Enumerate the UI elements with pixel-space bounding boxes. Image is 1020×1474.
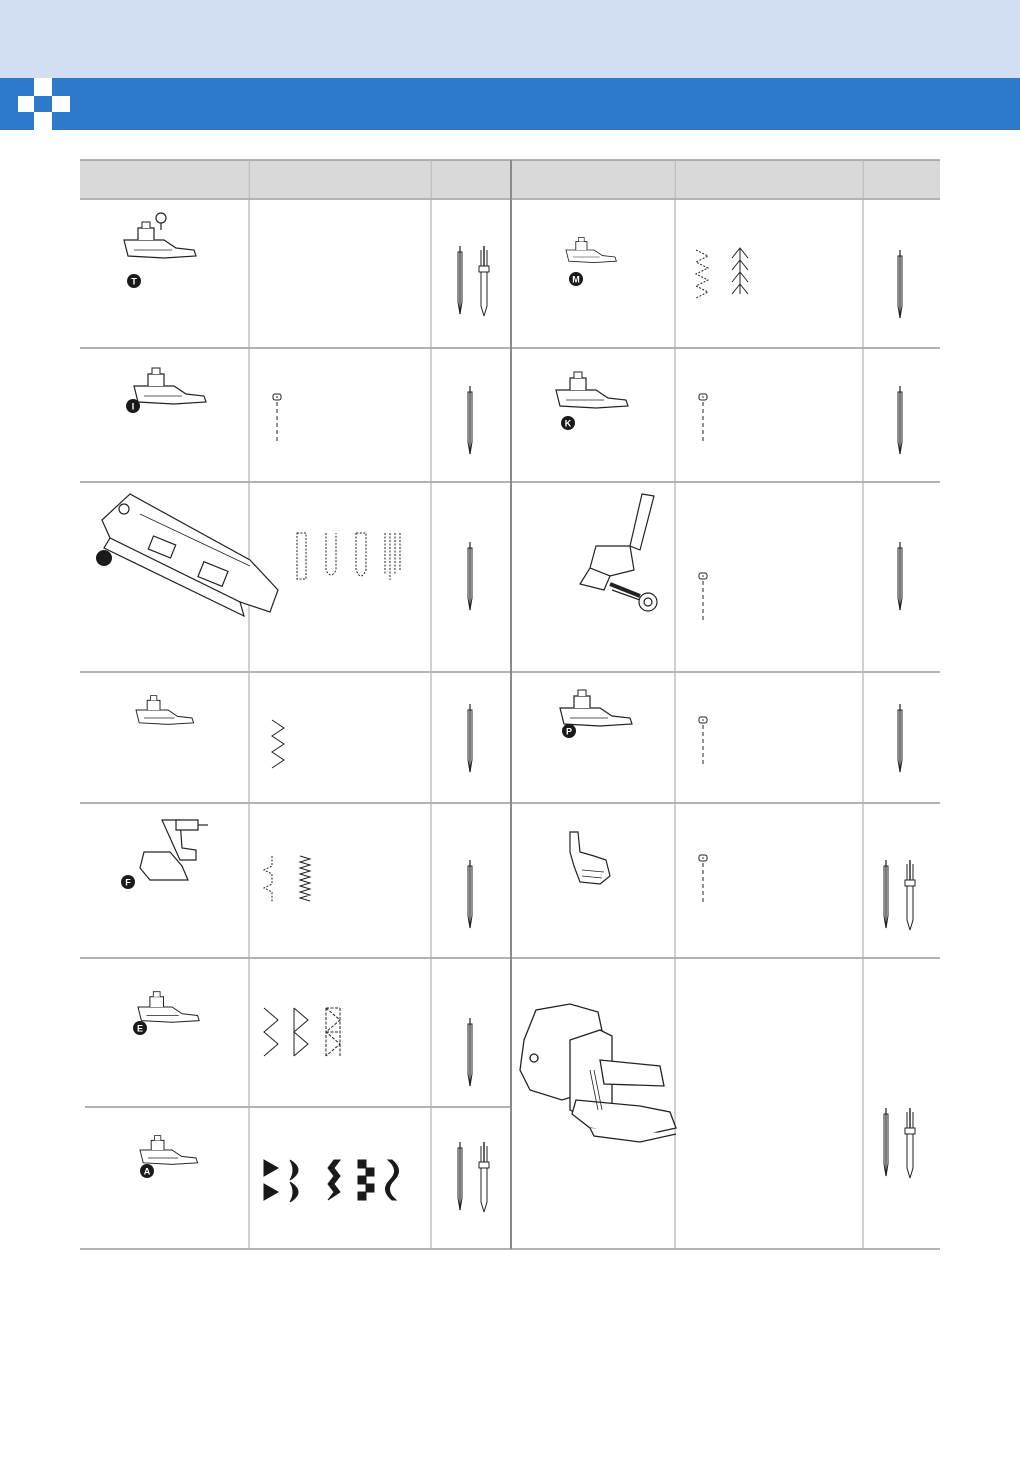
straight-stitch-foot-icon bbox=[570, 832, 610, 884]
overcast-stitch-icon bbox=[696, 248, 748, 298]
single-needle-icon bbox=[468, 542, 472, 610]
presser-foot-e-icon bbox=[138, 992, 199, 1023]
single-needle-icon bbox=[468, 1018, 472, 1086]
svg-text:T: T bbox=[131, 276, 137, 287]
zigzag-stitch-icon bbox=[272, 720, 284, 768]
svg-text:I: I bbox=[131, 401, 135, 412]
svg-text:P: P bbox=[565, 726, 573, 737]
svg-text:A: A bbox=[143, 1166, 151, 1177]
quilting-guide-foot-icon bbox=[580, 494, 657, 611]
svg-text:E: E bbox=[136, 1023, 144, 1034]
twin-needle-icon bbox=[458, 1142, 489, 1212]
decorative-satin-stitch-icon bbox=[264, 1160, 399, 1202]
buttonhole-stitches-icon bbox=[297, 533, 400, 580]
twin-needle-icon bbox=[884, 1108, 915, 1178]
straight-stitch-icon bbox=[699, 855, 707, 903]
twin-needle-icon bbox=[458, 246, 489, 316]
triple-zigzag-stitch-icon bbox=[264, 1008, 340, 1056]
straight-stitch-icon bbox=[699, 394, 707, 442]
single-needle-icon bbox=[898, 542, 902, 610]
svg-text:F: F bbox=[125, 877, 131, 888]
buttonhole-foot-icon bbox=[102, 494, 278, 616]
zigzag-foot-icon bbox=[136, 696, 194, 725]
svg-text:K: K bbox=[564, 418, 572, 429]
presser-foot-a-icon bbox=[140, 1136, 198, 1165]
presser-foot-t-icon bbox=[124, 213, 196, 258]
presser-foot-k-icon bbox=[556, 372, 628, 408]
straight-stitch-icon bbox=[273, 394, 281, 442]
presser-foot-i-icon bbox=[134, 368, 206, 404]
straight-stitch-icon bbox=[699, 717, 707, 765]
walking-foot-icon bbox=[520, 1004, 676, 1142]
twin-needle-icon bbox=[884, 860, 915, 930]
presser-foot-f-icon bbox=[140, 820, 208, 880]
single-needle-icon bbox=[898, 386, 902, 454]
single-needle-icon bbox=[468, 704, 472, 772]
straight-stitch-icon bbox=[699, 573, 707, 621]
svg-text:M: M bbox=[572, 274, 580, 285]
single-needle-icon bbox=[898, 250, 902, 318]
single-needle-icon bbox=[468, 860, 472, 928]
presser-foot-m-icon bbox=[566, 237, 616, 262]
presser-foot-p-icon bbox=[560, 690, 632, 726]
blind-hem-stitch-icon bbox=[264, 856, 310, 902]
single-needle-icon bbox=[468, 386, 472, 454]
single-needle-icon bbox=[898, 704, 902, 772]
